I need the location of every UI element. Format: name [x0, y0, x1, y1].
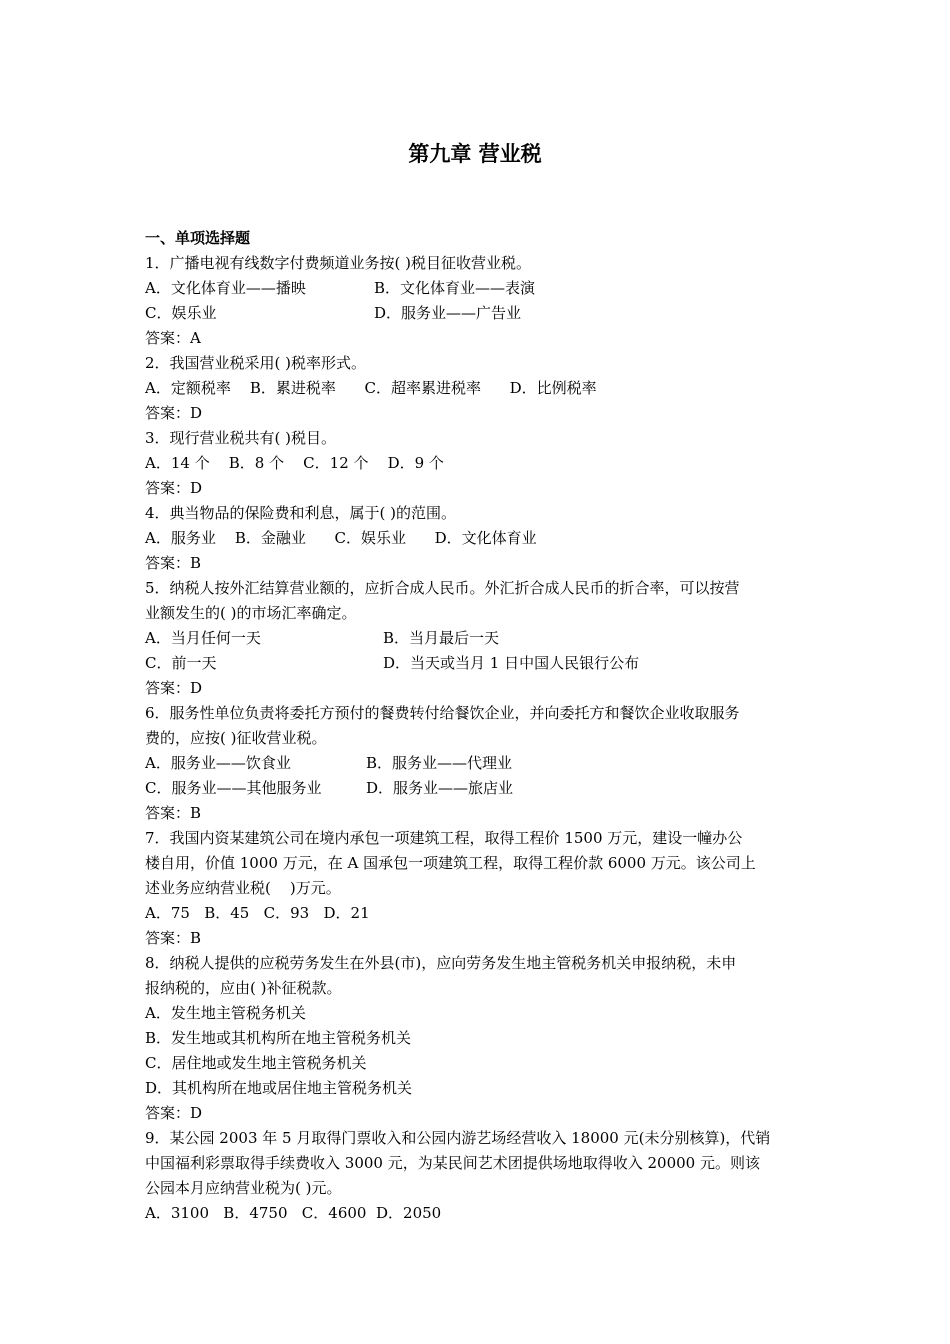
question-6-answer: 答案：B — [145, 804, 202, 822]
question-1-option-b: B．文化体育业——表演 — [374, 279, 536, 297]
question-4-answer: 答案：B — [145, 554, 202, 572]
question-8-stem-line-2: 报纳税的，应由( )补征税款。 — [145, 979, 342, 997]
question-8-option-d: D．其机构所在地或居住地主管税务机关 — [145, 1079, 413, 1097]
question-5-option-a: A．当月任何一天 — [145, 629, 261, 647]
question-4-stem: 4．典当物品的保险费和利息，属于( )的范围。 — [145, 504, 457, 522]
question-5-option-c: C．前一天 — [145, 654, 217, 672]
question-1-option-a: A．文化体育业——播映 — [145, 279, 306, 297]
question-7-answer: 答案：B — [145, 929, 202, 947]
document-title: 第九章 营业税 — [408, 141, 542, 166]
question-5-stem-line-2: 业额发生的( )的市场汇率确定。 — [145, 604, 357, 622]
question-6-stem-line-1: 6．服务性单位负责将委托方预付的餐费转付给餐饮企业，并向委托方和餐饮企业收取服务 — [145, 704, 740, 722]
question-9-options: A．3100 B．4750 C．4600 D．2050 — [145, 1204, 442, 1222]
question-1-options-row-2 — [145, 301, 810, 326]
document-body — [145, 226, 810, 1226]
question-3-answer: 答案：D — [145, 479, 203, 497]
question-1-option-c: C．娱乐业 — [145, 304, 217, 322]
question-6-option-d: D．服务业——旅店业 — [366, 779, 514, 797]
question-8-stem-line-1: 8．纳税人提供的应税劳务发生在外县(市)，应向劳务发生地主管税务机关申报纳税，未申 — [145, 954, 737, 972]
question-2-answer: 答案：D — [145, 404, 203, 422]
question-8-option-b: B．发生地或其机构所在地主管税务机关 — [145, 1029, 412, 1047]
question-8-option-c: C．居住地或发生地主管税务机关 — [145, 1054, 367, 1072]
question-1-options-row-1 — [145, 276, 810, 301]
question-7-options: A．75 B．45 C．93 D．21 — [145, 904, 370, 922]
question-6-option-b: B．服务业——代理业 — [366, 754, 513, 772]
question-1-stem: 1．广播电视有线数字付费频道业务按( )税目征收营业税。 — [145, 254, 532, 272]
question-6-option-c: C．服务业——其他服务业 — [145, 779, 322, 797]
question-2-stem: 2．我国营业税采用( )税率形式。 — [145, 354, 367, 372]
question-8-answer: 答案：D — [145, 1104, 203, 1122]
question-6-options-row-2 — [145, 776, 810, 801]
question-6-stem-line-2: 费的，应按( )征收营业税。 — [145, 729, 327, 747]
question-3-options: A．14 个 B．8 个 C．12 个 D．9 个 — [145, 454, 444, 472]
section-heading: 一、单项选择题 — [145, 229, 251, 247]
question-9-stem-line-3: 公园本月应纳营业税为( )元。 — [145, 1179, 342, 1197]
question-7-stem-line-1: 7．我国内资某建筑公司在境内承包一项建筑工程，取得工程价 1500 万元，建设一幢办公 — [145, 829, 743, 847]
question-5-option-d: D．当天或当月 1 日中国人民银行公布 — [383, 654, 640, 672]
question-6-option-a: A．服务业——饮食业 — [145, 754, 291, 772]
question-1-option-d: D．服务业——广告业 — [374, 304, 522, 322]
question-5-options-row-1 — [145, 626, 810, 651]
question-7-stem-line-3: 述业务应纳营业税( )万元。 — [145, 879, 341, 897]
question-5-stem-line-1: 5．纳税人按外汇结算营业额的，应折合成人民币。外汇折合成人民币的折合率，可以按营 — [145, 579, 740, 597]
question-8-option-a: A．发生地主管税务机关 — [145, 1004, 306, 1022]
question-5-answer: 答案：D — [145, 679, 203, 697]
question-4-options: A．服务业 B．金融业 C．娱乐业 D．文化体育业 — [145, 529, 537, 547]
question-9-stem-line-2: 中国福利彩票取得手续费收入 3000 元，为某民间艺术团提供场地取得收入 20000 元。则该 — [145, 1154, 760, 1172]
question-1-answer: 答案：A — [145, 329, 201, 347]
question-2-options: A．定额税率 B．累进税率 C．超率累进税率 D．比例税率 — [145, 379, 597, 397]
question-9-stem-line-1: 9．某公园 2003 年 5 月取得门票收入和公园内游艺场经营收入 18000 元(未分别核算)，代销 — [145, 1129, 771, 1147]
question-5-options-row-2 — [145, 651, 810, 676]
question-7-stem-line-2: 楼自用，价值 1000 万元，在 A 国承包一项建筑工程，取得工程价款 6000 万元。该公司上 — [145, 854, 756, 872]
question-5-option-b: B．当月最后一天 — [383, 629, 500, 647]
question-6-options-row-1 — [145, 751, 810, 776]
question-3-stem: 3．现行营业税共有( )税目。 — [145, 429, 337, 447]
